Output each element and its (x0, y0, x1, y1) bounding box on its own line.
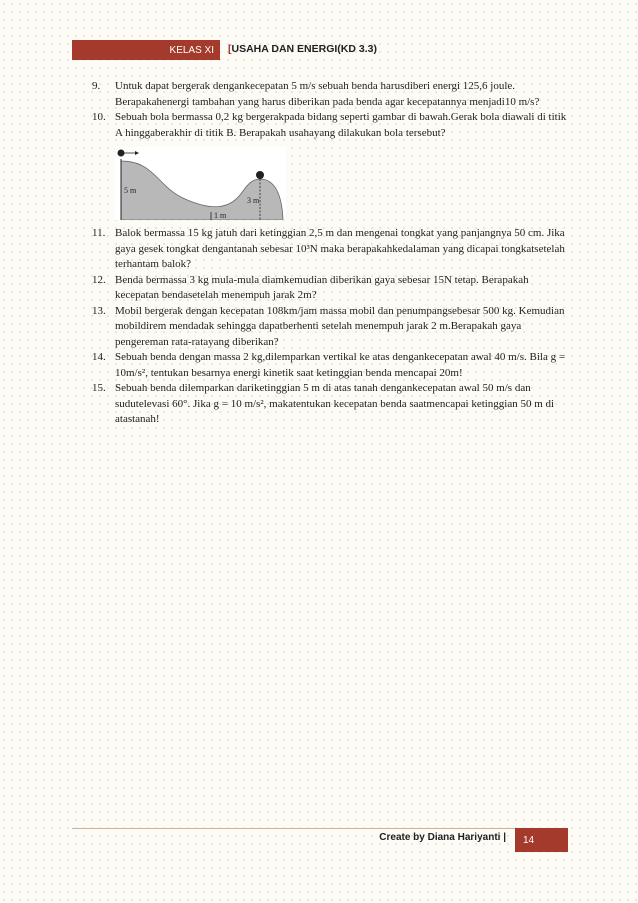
problem-list (92, 79, 568, 428)
title-text: USAHA DAN ENERGI(KD 3.3) (231, 43, 377, 55)
problem-10 (92, 110, 568, 141)
title-bracket: [ (228, 43, 232, 55)
problem-9 (92, 79, 568, 110)
page-header (72, 40, 568, 60)
problem-number: 12. (92, 273, 106, 286)
label-mid: 1 m (214, 211, 227, 220)
problem-11 (92, 226, 568, 273)
ball-a (118, 150, 125, 157)
problem-number: 13. (92, 304, 106, 317)
class-label-bar (72, 40, 220, 60)
chapter-title (228, 43, 377, 55)
problem-number: 10. (92, 111, 106, 123)
label-left: 5 m (124, 186, 137, 195)
problem-15 (92, 381, 568, 428)
page-number: 14 (523, 834, 535, 846)
problem-text: Mobil bergerak dengan kecepatan 108km/jam massa mobil dan penumpangsebesar 500 kg. Kemudian mobildirem mendadak sehingga dapatberhenti setelah menempuh jarak 2 m.Berapakah gaya pengereman rata-ratayang diberikan? (115, 304, 565, 348)
track-figure (115, 147, 286, 220)
ball-b (256, 171, 264, 179)
problem-number: 15. (92, 382, 106, 394)
problem-text: Sebuah benda dilemparkan dariketinggian 5 m di atas tanah dengankecepatan awal 50 m/s dan sudutelevasi 60°. Jika g = 10 m/s², makatentukan kecepatan benda saatmencapai ketinggian 50 m di atastanah! (115, 382, 555, 425)
problem-text: Sebuah benda dengan massa 2 kg,dilemparkan vertikal ke atas dengankecepatan awal 40 m/s. Bila g = 10m/s², tentukan besarnya energi kinetik saat ketinggian benda mencapai 20m! (115, 351, 566, 379)
problem-12 (92, 273, 568, 304)
track-diagram (115, 147, 286, 220)
problem-13 (92, 304, 568, 351)
problem-number: 9. (92, 80, 101, 92)
problem-number: 14. (92, 351, 106, 363)
footer-credit: Create by Diana Hariyanti | (379, 832, 506, 843)
problem-text: Benda bermassa 3 kg mula-mula diamkemudian diberikan gaya sebesar 15N tetap. Berapakah kecepatan bendasetelah menempuh jarak 2m? (115, 273, 529, 301)
problem-14 (92, 350, 568, 381)
label-right: 3 m (247, 196, 260, 205)
footer-divider (72, 828, 568, 829)
page-number-box (515, 828, 568, 852)
problem-text: Sebuah bola bermassa 0,2 kg bergerakpada bidang seperti gambar di bawah.Gerak bola diawali di titik A hinggaberakhir di titik B. Berapakah usahayang dilakukan bola tersebut? (115, 111, 567, 139)
problem-number: 11. (92, 227, 106, 239)
class-label: KELAS XI (169, 44, 214, 56)
problem-text: Untuk dapat bergerak dengankecepatan 5 m/s sebuah benda harusdiberi energi 125,6 joule. Berapakahenergi tambahan yang harus diberikan pada benda agar kecepatannya menjadi10 m/s? (115, 80, 540, 108)
problem-text: Balok bermassa 15 kg jatuh dari ketinggian 2,5 m dan mengenai tongkat yang panjangnya 50 cm. Jika gaya gesek tongkat dengantanah sebesar 10³N maka berapakahkedalaman yang dicapai tongkatsetelah terhantam balok? (115, 227, 565, 270)
